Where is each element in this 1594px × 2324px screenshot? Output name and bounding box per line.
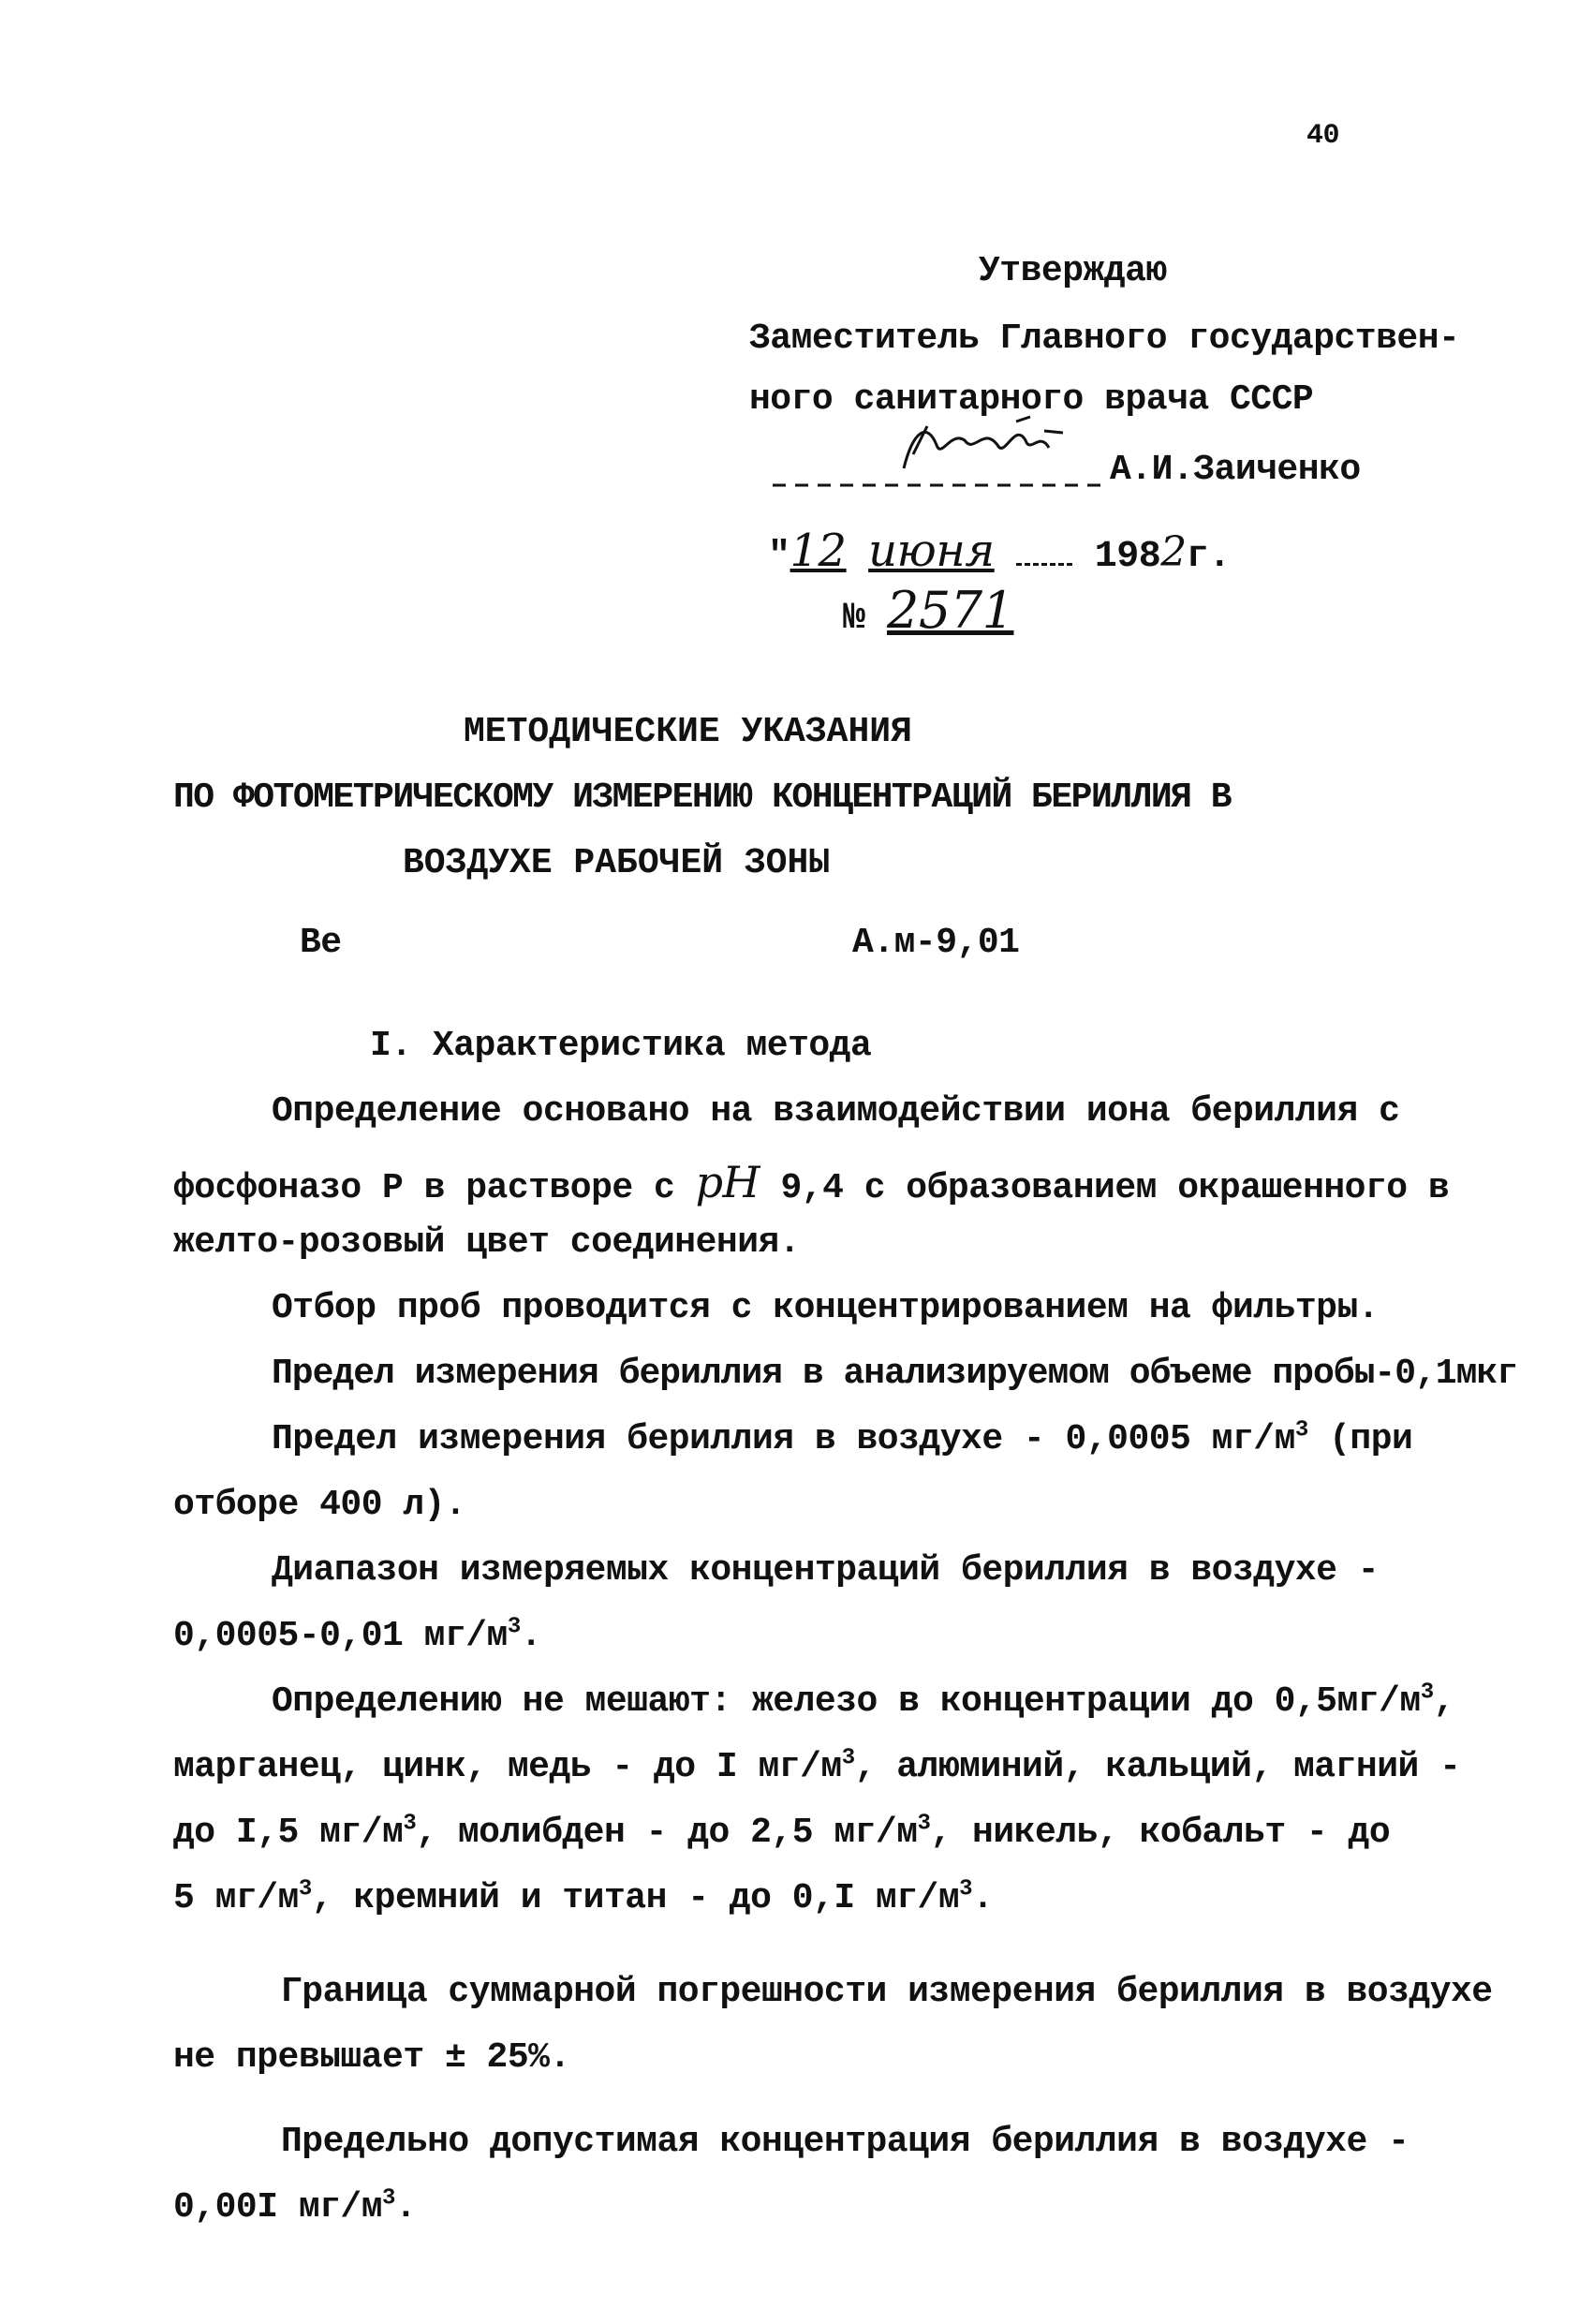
paragraph-6-line4: 5 $мг/м^3$, кремний и титан - до 0,I $мг/м^3$.: [173, 1876, 994, 1918]
page-number: 40: [1306, 120, 1340, 152]
document-number-line: № 2571: [843, 581, 1014, 640]
ph-handwritten: pH: [695, 1157, 760, 1207]
paragraph-1-line3: желто-розовый цвет соединения.: [173, 1222, 801, 1263]
date-month-handwritten: июня: [868, 525, 995, 577]
title-line3: ВОЗДУХЕ РАБОЧЕЙ ЗОНЫ: [403, 843, 831, 883]
date-day-handwritten: 12: [790, 525, 847, 577]
paragraph-8-line2: 0,00I $мг/м^3$.: [173, 2185, 417, 2228]
title-line1: МЕТОДИЧЕСКИЕ УКАЗАНИЯ: [464, 712, 912, 752]
paragraph-1-line2: фосфоназо Р в растворе с pH 9,4 с образованием окрашенного в: [173, 1157, 1450, 1208]
atomic-mass: А.м-9,01: [852, 923, 1020, 963]
paragraph-6-line1: Определению не мешают: железо в концентрации до $0,5мг/м^3$,: [272, 1680, 1454, 1722]
date-line: "12 июня 1982г.: [768, 525, 1231, 578]
date-year-handwritten: 2: [1160, 528, 1187, 576]
paragraph-3: Предел измерения бериллия в анализируемом объеме пробы-0,1мкг: [272, 1354, 1518, 1394]
paragraph-5-line1: Диапазон измеряемых концентраций бериллия в воздухе -: [272, 1550, 1380, 1591]
paragraph-7-line2: не превышает ± 25%.: [173, 2037, 570, 2078]
paragraph-1-line1: Определение основано на взаимодействии иона бериллия с: [272, 1091, 1400, 1132]
section-heading: I. Характеристика метода: [370, 1026, 872, 1066]
paragraph-7-line1: Граница суммарной погрешности измерения бериллия в воздухе: [281, 1972, 1493, 2012]
approver-title-line2: ного санитарного врача СССР: [749, 379, 1314, 420]
title-line2: ПО ФОТОМЕТРИЧЕСКОМУ ИЗМЕРЕНИЮ КОНЦЕНТРАЦИЙ БЕРИЛЛИЯ В: [173, 777, 1232, 818]
paragraph-5-line2: 0,0005-0,01 $мг/м^3$.: [173, 1614, 542, 1656]
element-symbol: Be: [300, 923, 342, 963]
document-number-handwritten: 2571: [887, 581, 1014, 640]
approver-title-line1: Заместитель Главного государствен-: [749, 318, 1460, 359]
paragraph-6-line2: марганец, цинк, медь - до I $мг/м^3$, алюминий, кальций, магний -: [173, 1745, 1461, 1787]
paragraph-4-line1: Предел измерения бериллия в воздухе - 0,0005 $мг/м^3$ (при: [272, 1417, 1413, 1459]
signatory-name: А.И.Заиченко: [1110, 450, 1361, 490]
paragraph-8-line1: Предельно допустимая концентрация бериллия в воздухе -: [281, 2122, 1410, 2162]
signature-mark: [763, 403, 1110, 506]
paragraph-6-line3: до I,5 $мг/м^3$, молибден - до 2,5 $мг/м^3$, никель, кобальт - до: [173, 1811, 1391, 1853]
paragraph-2: Отбор проб проводится с концентрированием на фильтры.: [272, 1288, 1380, 1328]
paragraph-4-line2: отборе 400 л).: [173, 1485, 466, 1525]
approval-word: Утверждаю: [979, 251, 1167, 291]
